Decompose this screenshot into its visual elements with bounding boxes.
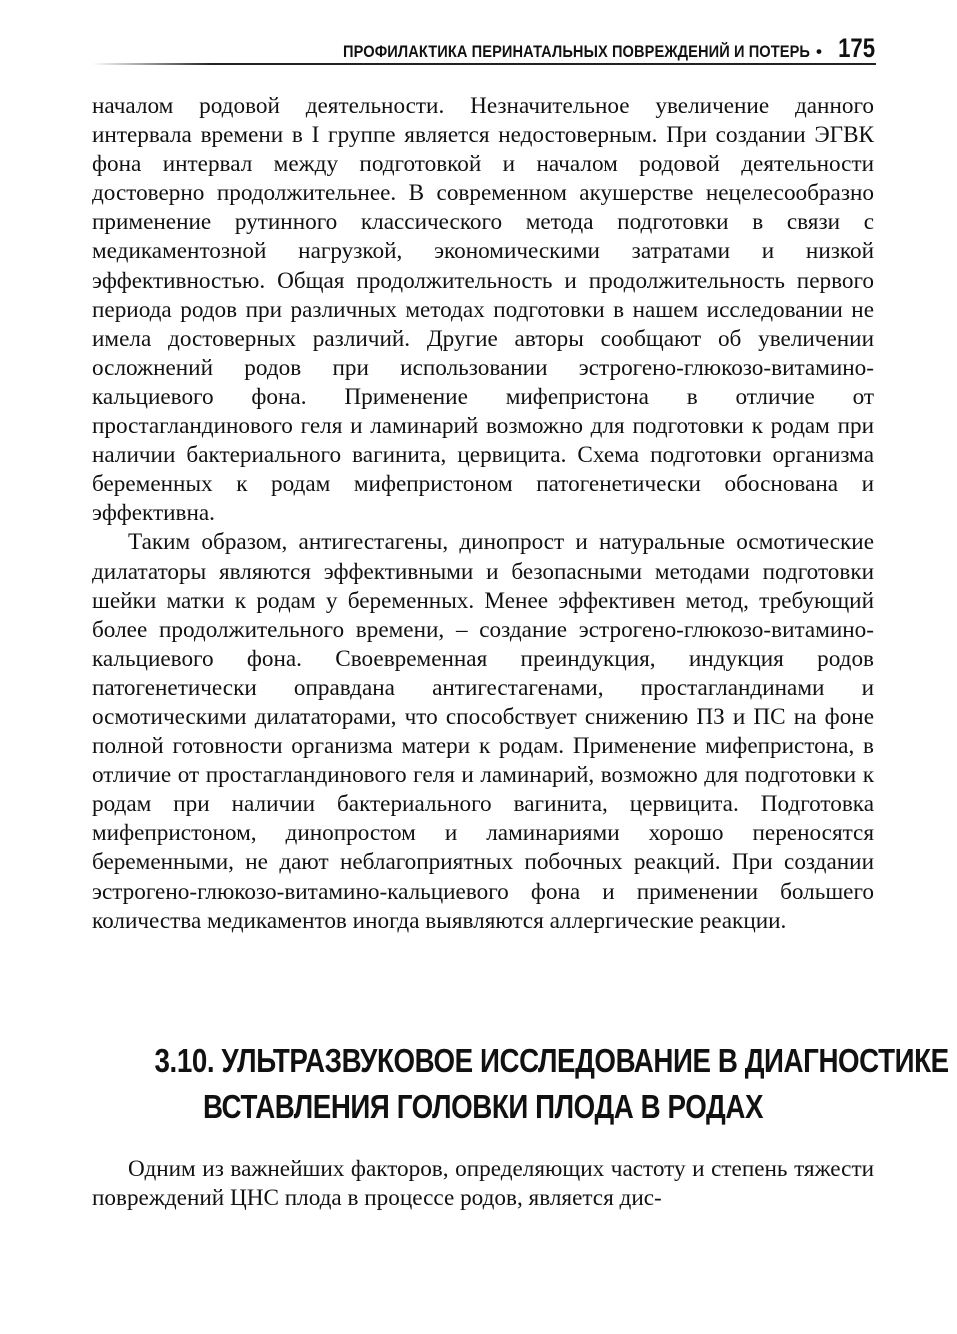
paragraph-continued: началом родовой деятельности. Незначительное увеличение данного интервала времени в I группе является недостоверным. При создании ЭГВК фона интервал между подготовкой и началом родовой деятельности достоверно продолжительнее. В современном акушерстве нецелесообразно применение рутинного классического метода подготовки в связи с медикаментозной нагрузкой, экономическими затратами и низкой эффективностью. Общая продолжительность и продолжительность первого периода родов при различных методах подготовки в нашем исследовании не имела достоверных различий. Другие авторы сообщают об увеличении осложнений родов при использовании эстрогено-глюкозо-витамино-кальциевого фона. Применение мифепристона в отличие от простагландинового геля и ламинарий возможно для подготовки к родам при наличии бактериального вагинита, цервицита. Схема подготовки организма беременных к родам мифепристоном патогенетически обоснована и эффективна. [92, 93, 874, 527]
section-first-paragraph: Одним из важнейших факторов, определяющих частоту и степень тяжести повреждений ЦНС плода в процессе родов, является дис- [92, 1156, 874, 1212]
section-heading-line-2: ВСТАВЛЕНИЯ ГОЛОВКИ ПЛОДА В РОДАХ [202, 1088, 764, 1125]
running-title: ПРОФИЛАКТИКА ПЕРИНАТАЛЬНЫХ ПОВРЕЖДЕНИЙ И ПОТЕРЬ [342, 42, 810, 61]
section-heading [92, 1038, 949, 1130]
section-body [92, 1155, 874, 1213]
header-rule-fade [92, 62, 212, 65]
header-bullet: • [815, 42, 822, 61]
page-number: 175 [838, 33, 875, 63]
body-text [92, 92, 874, 936]
paragraph-conclusion: Таким образом, антигестагены, динопрост и натуральные осмотические дилататоры являются эффективными и безопасными методами подготовки шейки матки к родам у беременных. Менее эффективен метод, требующий более продолжительного времени, – создание эстрогено-глюкозо-витамино-кальциевого фона. Своевременная преиндукция, индукция родов патогенетически оправдана антигестагенами, простагландинами и осмотическими дилататорами, что способствует снижению ПЗ и ПС на фоне полной готовности организма матери к родам. Применение мифепристона, в отличие от простагландинового геля и ламинарий, возможно для подготовки к родам при наличии бактериального вагинита, цервицита. Подготовка мифепристоном, динопростом и ламинариями хорошо переносятся беременными, не дают неблагоприятных побочных реакций. При создании эстрогено-глюкозо-витамино-кальциевого фона и применении большего количества медикаментов иногда выявляются аллергические реакции. [92, 529, 874, 934]
section-heading-line-1: 3.10. УЛЬТРАЗВУКОВОЕ ИССЛЕДОВАНИЕ В ДИАГНОСТИКЕ [154, 1042, 949, 1079]
running-header [330, 30, 875, 62]
